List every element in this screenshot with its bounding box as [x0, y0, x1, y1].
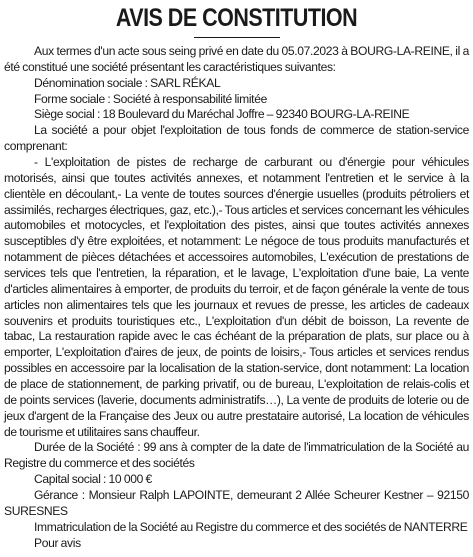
paragraph-closing: Pour avis — [34, 535, 81, 550]
paragraph-company-name: Dénomination sociale : SARL RÉKAL — [34, 75, 221, 90]
notice-title: AVIS DE CONSTITUTION — [115, 4, 358, 32]
paragraph-registered-office: Siège social : 18 Boulevard du Maréchal Joffre – 92340 BOURG-LA-REINE — [34, 107, 410, 122]
notice-body — [4, 44, 469, 552]
paragraph-purpose-details: - L'exploitation de pistes de recharge de carburant ou d'énergie pour véhicules motorisés, ainsi que toutes activités annexes, et notamment l'entretien et le service à la clientèle en découlant,- La vente de toutes sources d'énergie usuelles (produits pétroliers et assimilés, recharges électriques, gaz, etc.),- Tous articles et services concernant les véhicules automobiles et motocycles, et l'exploitation des pistes, ainsi que toutes activités annexes susceptibles d'y être exploitées, et notamment: Le négoce de tous produits manufacturés et notamment de pièces détachées et accessoires automobiles, L'exécution de prestations de services tels que l'entretien, la réparation, et le lavage, L'exploitation d'une baie, La vente d'articles alimentaires à emporter, de produits du terroir, et de façon générale la vente de tous articles non alimentaires tels que les journaux et revues de presse, les articles de cadeaux souvenirs et produits touristiques etc., L'exploitation d'un débit de boisson, La revente de tabac, La restauration rapide avec le cas échéant de la préparation de plats, sur place ou à emporter, L'exploitation d'aires de jeux, de points de loisirs,- Tous articles et services rendus possibles en accessoire par la localisation de la station-service, dont notamment: La location de place de stationnement, de parking privatif, ou de bureau, L'exploitation de relais-colis et de points services (laverie, documents administratifs…), La vente de produits de loterie ou de jeux d'argent de la Française des Jeux ou autre prestataire autorisé, La location de véhicules de tourisme et utilitaires sans chauffeur. — [4, 155, 469, 439]
paragraph-registration: Immatriculation de la Société au Registre du commerce et des sociétés de NANTERRE — [34, 519, 468, 534]
paragraph-management: Gérance : Monsieur Ralph LAPOINTE, demeurant 2 Allée Scheurer Kestner – 92150 SURESNES — [4, 488, 469, 518]
paragraph-duration: Durée de la Société : 99 ans à compter de la date de l'immatriculation de la Société au Registre du commerce et des sociétés — [4, 440, 469, 471]
paragraph-legal-form: Forme sociale : Société à responsabilité limitée — [34, 91, 267, 106]
paragraph-intro: Aux termes d'un acte sous seing privé en date du 05.07.2023 à BOURG-LA-REINE, il a été constitué une société présentant les caractéristiques suivantes: — [4, 44, 469, 74]
title-underline — [194, 37, 280, 38]
paragraph-purpose-intro: La société a pour objet l'exploitation de tous fonds de commerce de station-service comprenant: — [4, 123, 469, 154]
paragraph-share-capital: Capital social : 10 000 € — [34, 472, 152, 487]
